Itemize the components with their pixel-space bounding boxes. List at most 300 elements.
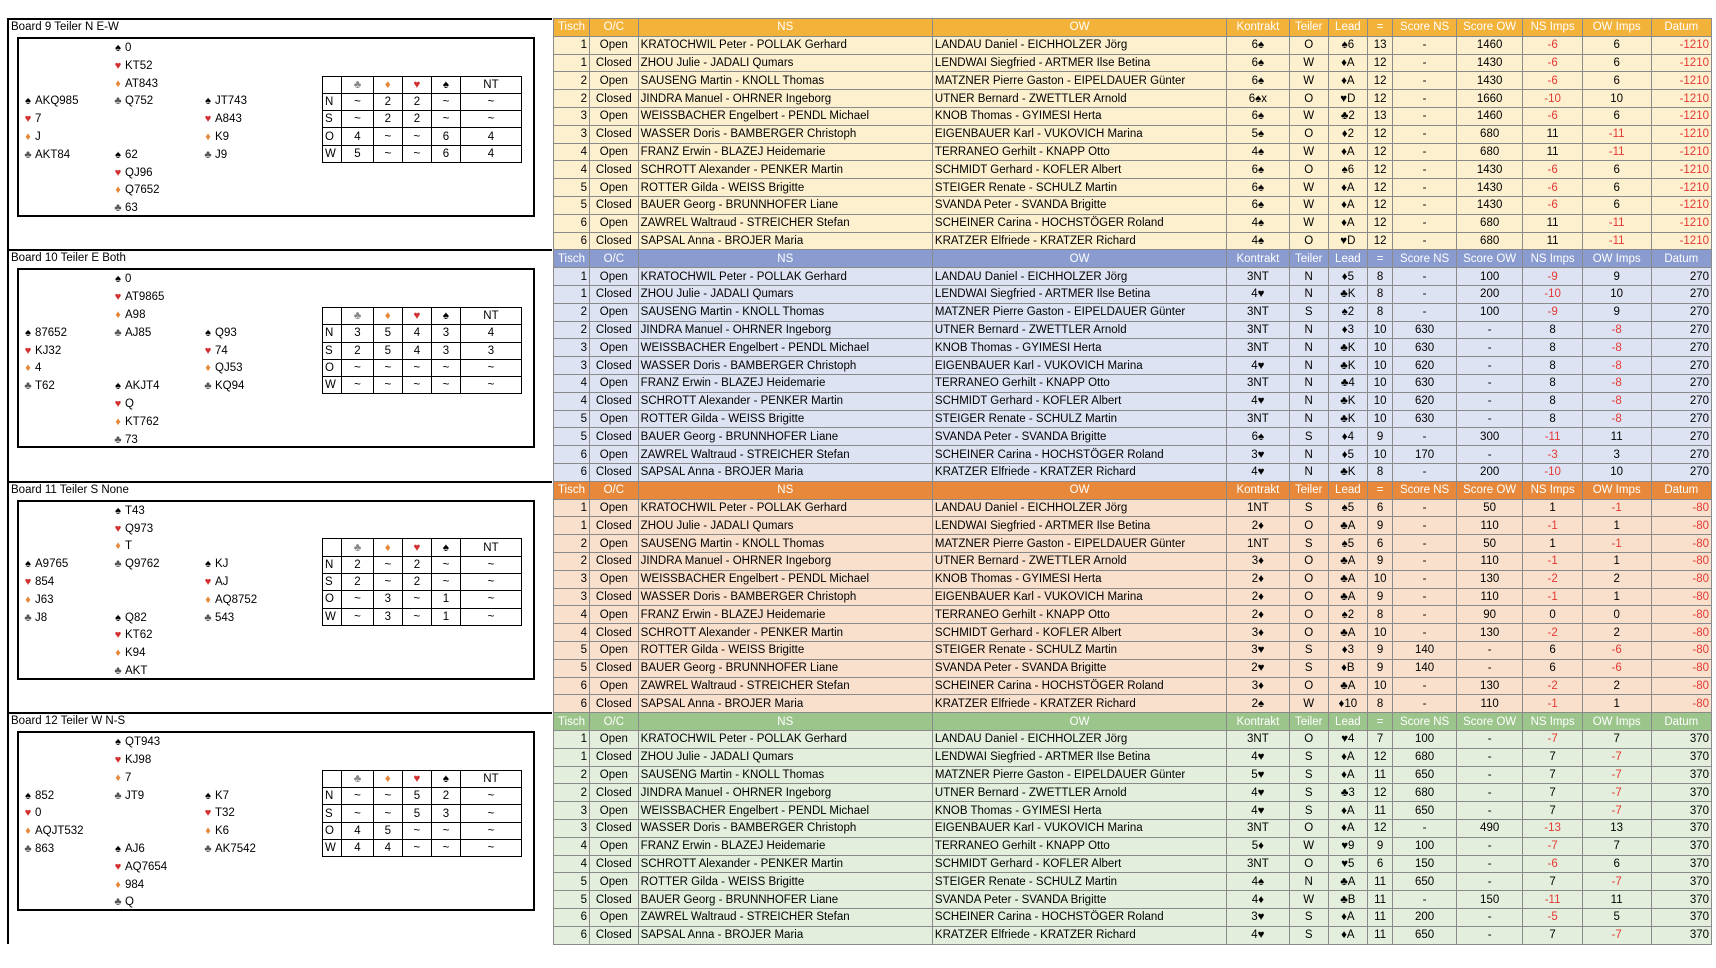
spade-icon: ♠ (25, 558, 31, 571)
column-header: Kontrakt (1227, 19, 1289, 37)
dd-cell: ~ (373, 128, 402, 145)
holding-text: A9765 (35, 558, 69, 571)
table-cell: 110 (1456, 695, 1523, 713)
table-cell: 370 (1651, 730, 1711, 748)
double-dummy-table (322, 538, 522, 625)
table-cell: ♣A (1328, 624, 1367, 642)
table-cell: O (1289, 624, 1328, 642)
dd-cell: O (323, 128, 342, 145)
table-cell: Open (589, 268, 638, 286)
table-row (554, 695, 1712, 713)
column-header: Datum (1651, 19, 1711, 37)
table-cell: 6 (1582, 196, 1651, 214)
table-cell: -11 (1582, 143, 1651, 161)
dd-corner (323, 307, 342, 324)
table-cell: 680 (1456, 125, 1523, 143)
table-row (554, 766, 1712, 784)
table-cell: 8 (1523, 374, 1582, 392)
table-cell: ♣K (1328, 339, 1367, 357)
holding-text: K7 (215, 789, 230, 802)
table-cell: KNOB Thomas - GYIMESI Herta (932, 107, 1226, 125)
board-12-diagram-block (7, 712, 552, 943)
west-d (21, 823, 84, 841)
table-cell: Closed (589, 926, 638, 944)
dd-cell: 2 (432, 788, 461, 805)
table-cell: 10 (1367, 339, 1392, 357)
table-cell: 4♥ (1227, 748, 1289, 766)
table-row (554, 499, 1712, 517)
double-dummy-table (322, 770, 522, 857)
heart-icon: ♥ (114, 166, 122, 179)
east-h (201, 574, 228, 592)
dd-cell: ~ (460, 805, 521, 822)
table-cell: KRATOCHWIL Peter - POLLAK Gerhard (638, 36, 932, 54)
table-cell: STEIGER Renate - SCHULZ Martin (932, 873, 1226, 891)
table-cell: SCHEINER Carina - HOCHSTÖGER Roland (932, 446, 1226, 464)
table-row (554, 855, 1712, 873)
holding-text: KJ (215, 558, 229, 571)
table-cell: 2 (554, 784, 590, 802)
holding-text: 73 (125, 433, 138, 446)
table-cell: 6 (554, 463, 590, 481)
table-row (554, 730, 1712, 748)
table-cell: Closed (589, 90, 638, 108)
table-cell: 9 (1367, 837, 1392, 855)
table-cell: 6♠ (1227, 196, 1289, 214)
table-row (554, 161, 1712, 179)
table-cell: S (1289, 748, 1328, 766)
column-header: Tisch (554, 481, 590, 499)
table-cell: 2♦ (1227, 588, 1289, 606)
table-cell: 1 (554, 285, 590, 303)
north-d (111, 538, 132, 556)
table-cell: 90 (1456, 606, 1523, 624)
table-cell: Closed (589, 463, 638, 481)
table-cell: W (1289, 891, 1328, 909)
table-cell: 12 (1367, 161, 1392, 179)
column-header: = (1367, 481, 1392, 499)
table-cell: 110 (1456, 552, 1523, 570)
table-cell: ♦A (1328, 802, 1367, 820)
table-cell: 4 (554, 855, 590, 873)
table-row (554, 784, 1712, 802)
table-cell: -7 (1582, 784, 1651, 802)
west-c (21, 841, 54, 859)
table-cell: - (1393, 695, 1457, 713)
spade-icon: ♠ (115, 273, 121, 286)
table-cell: 5 (554, 873, 590, 891)
table-cell: 270 (1651, 392, 1711, 410)
table-cell: 4♥ (1227, 392, 1289, 410)
table-cell: WEISSBACHER Engelbert - PENDL Michael (638, 802, 932, 820)
dd-header-cell: NT (460, 307, 521, 324)
club-icon: ♣ (204, 380, 212, 393)
column-header: O/C (589, 481, 638, 499)
table-cell: Closed (589, 54, 638, 72)
table-cell: - (1456, 873, 1523, 891)
table-cell: S (1289, 766, 1328, 784)
table-cell: -1210 (1651, 214, 1711, 232)
west-c (21, 610, 47, 628)
table-cell: 1430 (1456, 54, 1523, 72)
table-cell: 3♥ (1227, 446, 1289, 464)
east-d (201, 129, 229, 147)
table-cell: 4♥ (1227, 802, 1289, 820)
holding-text: 7 (35, 113, 42, 126)
table-cell: ♣K (1328, 463, 1367, 481)
dd-header-cell: ♠ (432, 770, 461, 787)
table-cell: 10 (1582, 463, 1651, 481)
table-cell: - (1456, 784, 1523, 802)
table-cell: 5 (554, 659, 590, 677)
table-cell: 6 (554, 677, 590, 695)
table-cell: 4 (554, 392, 590, 410)
table-cell: 2 (1582, 624, 1651, 642)
table-cell: - (1456, 641, 1523, 659)
dd-cell: 5 (402, 788, 431, 805)
spade-icon: ♠ (25, 326, 31, 339)
table-cell: 2 (1582, 570, 1651, 588)
dd-cell: N (323, 325, 342, 342)
dd-cell: 2 (373, 93, 402, 110)
table-cell: BAUER Georg - BRUNNHOFER Liane (638, 659, 932, 677)
table-cell: - (1393, 535, 1457, 553)
table-cell: 110 (1456, 588, 1523, 606)
table-cell: 7 (1523, 802, 1582, 820)
table-cell: ♣4 (1328, 374, 1367, 392)
dd-cell: ~ (460, 556, 521, 573)
table-cell: SCHROTT Alexander - PENKER Martin (638, 161, 932, 179)
table-cell: Closed (589, 891, 638, 909)
holding-text: J8 (35, 611, 48, 624)
table-cell: MATZNER Pierre Gaston - EIPELDAUER Günter (932, 303, 1226, 321)
south-h (111, 859, 167, 877)
table-row (554, 446, 1712, 464)
north-s (111, 40, 131, 58)
dd-cell: 2 (342, 573, 374, 590)
table-cell: 7 (1582, 730, 1651, 748)
holding-text: QJ53 (215, 362, 243, 375)
east-d (201, 592, 257, 610)
table-cell: -6 (1523, 161, 1582, 179)
west-s (21, 788, 54, 806)
dd-cell: 3 (432, 325, 461, 342)
holding-text: K9 (215, 131, 230, 143)
table-cell: Open (589, 410, 638, 428)
north-h (111, 289, 164, 307)
table-cell: -7 (1582, 802, 1651, 820)
dd-cell: ~ (402, 377, 431, 394)
results-table-board-9 (553, 18, 1712, 250)
table-cell: O (1289, 232, 1328, 250)
holding-text: 63 (125, 202, 138, 215)
table-cell: 11 (1582, 891, 1651, 909)
table-cell: -1210 (1651, 179, 1711, 197)
table-cell: 130 (1456, 677, 1523, 695)
holding-text: 87652 (35, 326, 67, 339)
table-cell: Closed (589, 819, 638, 837)
table-row (554, 303, 1712, 321)
table-cell: 11 (1367, 891, 1392, 909)
spade-icon: ♠ (115, 842, 121, 855)
table-cell: ♣K (1328, 357, 1367, 375)
east-c (201, 147, 227, 165)
table-cell: 2 (554, 90, 590, 108)
table-cell: 7 (1523, 748, 1582, 766)
south-s (111, 841, 145, 859)
table-cell: - (1393, 179, 1457, 197)
table-cell: -6 (1523, 72, 1582, 90)
table-cell: WASSER Doris - BAMBERGER Christoph (638, 588, 932, 606)
table-cell: Closed (589, 784, 638, 802)
table-cell: 1430 (1456, 179, 1523, 197)
dd-corner (323, 539, 342, 556)
table-cell: O (1289, 552, 1328, 570)
dd-cell: ~ (342, 805, 374, 822)
table-cell: 10 (1582, 285, 1651, 303)
dd-cell: 4 (342, 128, 374, 145)
table-cell: 1 (1582, 517, 1651, 535)
table-cell: W (1289, 54, 1328, 72)
table-cell: 270 (1651, 321, 1711, 339)
table-row (554, 873, 1712, 891)
holding-text: J (35, 131, 41, 143)
table-cell: Closed (589, 517, 638, 535)
table-cell: 9 (1367, 641, 1392, 659)
table-cell: -6 (1523, 36, 1582, 54)
table-cell: - (1456, 766, 1523, 784)
dd-cell: ~ (460, 111, 521, 128)
club-icon: ♣ (114, 95, 122, 108)
table-cell: EIGENBAUER Karl - VUKOVICH Marina (932, 125, 1226, 143)
table-cell: 200 (1456, 285, 1523, 303)
table-cell: 3NT (1227, 730, 1289, 748)
table-cell: -1 (1523, 517, 1582, 535)
table-cell: 680 (1393, 748, 1457, 766)
table-cell: FRANZ Erwin - BLAZEJ Heidemarie (638, 837, 932, 855)
column-header: OW (932, 19, 1226, 37)
table-cell: 270 (1651, 268, 1711, 286)
table-cell: WEISSBACHER Engelbert - PENDL Michael (638, 107, 932, 125)
column-header: = (1367, 713, 1392, 731)
table-cell: Open (589, 303, 638, 321)
column-header: Datum (1651, 713, 1711, 731)
table-cell: -7 (1523, 730, 1582, 748)
table-cell: 270 (1651, 428, 1711, 446)
table-row (554, 285, 1712, 303)
table-cell: 1460 (1456, 107, 1523, 125)
table-cell: 3 (554, 570, 590, 588)
diamond-icon: ♦ (205, 131, 211, 143)
table-cell: - (1456, 357, 1523, 375)
dd-cell: ~ (432, 377, 461, 394)
table-cell: TERRANEO Gerhilt - KNAPP Otto (932, 837, 1226, 855)
spade-icon: ♠ (115, 380, 121, 393)
dd-header-cell: ♦ (373, 539, 402, 556)
dd-cell: ~ (373, 805, 402, 822)
table-cell: -6 (1582, 641, 1651, 659)
club-icon: ♣ (114, 558, 122, 571)
table-cell: N (1289, 873, 1328, 891)
table-cell: 370 (1651, 766, 1711, 784)
table-cell: 110 (1456, 517, 1523, 535)
table-cell: Closed (589, 624, 638, 642)
table-cell: 6 (554, 695, 590, 713)
table-cell: 6♠ (1227, 161, 1289, 179)
table-cell: ♥4 (1328, 730, 1367, 748)
table-cell: - (1393, 72, 1457, 90)
dd-cell: 2 (402, 111, 431, 128)
table-cell: -10 (1523, 463, 1582, 481)
holding-text: Q (125, 896, 134, 909)
table-cell: O (1289, 125, 1328, 143)
table-cell: ♣2 (1328, 107, 1367, 125)
column-header: Score OW (1456, 713, 1523, 731)
table-cell: 13 (1367, 36, 1392, 54)
table-cell: WEISSBACHER Engelbert - PENDL Michael (638, 339, 932, 357)
table-row (554, 90, 1712, 108)
table-cell: -1 (1582, 535, 1651, 553)
south-d (111, 414, 159, 432)
column-header: Score NS (1393, 250, 1457, 268)
south-d (111, 182, 160, 200)
table-row (554, 552, 1712, 570)
south-c (111, 432, 138, 450)
table-cell: 650 (1393, 926, 1457, 944)
holding-text: 854 (35, 575, 55, 588)
table-cell: 8 (1367, 606, 1392, 624)
dd-cell: ~ (460, 573, 521, 590)
north-c (111, 788, 144, 806)
table-cell: 4♥ (1227, 357, 1289, 375)
dd-cell: 4 (402, 342, 431, 359)
table-cell: 370 (1651, 837, 1711, 855)
east-c (201, 841, 256, 859)
club-icon: ♣ (24, 842, 32, 855)
table-cell: 1430 (1456, 196, 1523, 214)
table-cell: LENDWAI Siegfried - ARTMER Ilse Betina (932, 54, 1226, 72)
dd-cell: 3 (342, 325, 374, 342)
dd-cell: ~ (432, 111, 461, 128)
column-header: NS (638, 481, 932, 499)
dd-cell: ~ (342, 788, 374, 805)
dd-cell: N (323, 556, 342, 573)
table-cell: W (1289, 72, 1328, 90)
table-cell: LENDWAI Siegfried - ARTMER Ilse Betina (932, 748, 1226, 766)
table-cell: -11 (1582, 125, 1651, 143)
table-cell: -80 (1651, 552, 1711, 570)
table-cell: 3 (1582, 446, 1651, 464)
table-cell: Open (589, 837, 638, 855)
west-h (21, 111, 41, 129)
table-cell: -1210 (1651, 90, 1711, 108)
north-d (111, 770, 131, 788)
table-cell: 11 (1367, 873, 1392, 891)
table-cell: Closed (589, 855, 638, 873)
table-cell: 1 (554, 268, 590, 286)
table-cell: Closed (589, 695, 638, 713)
holding-text: KJ32 (35, 344, 62, 357)
table-row (554, 410, 1712, 428)
table-cell: 5♥ (1227, 766, 1289, 784)
table-cell: 3NT (1227, 303, 1289, 321)
table-cell: 12 (1367, 232, 1392, 250)
table-cell: Open (589, 499, 638, 517)
table-cell: -8 (1582, 339, 1651, 357)
north-h (111, 521, 153, 539)
table-cell: -7 (1523, 837, 1582, 855)
table-cell: 9 (1367, 659, 1392, 677)
table-cell: - (1393, 125, 1457, 143)
holding-text: AT843 (125, 77, 159, 90)
table-cell: 12 (1367, 54, 1392, 72)
table-cell: WEISSBACHER Engelbert - PENDL Michael (638, 570, 932, 588)
table-cell: 9 (1582, 268, 1651, 286)
heart-icon: ♥ (204, 575, 212, 588)
table-cell: -6 (1523, 855, 1582, 873)
heart-icon: ♥ (24, 807, 32, 820)
dd-cell: O (323, 359, 342, 376)
dd-cell: ~ (373, 377, 402, 394)
dd-cell: ~ (432, 822, 461, 839)
table-cell: W (1289, 196, 1328, 214)
table-cell: FRANZ Erwin - BLAZEJ Heidemarie (638, 374, 932, 392)
dd-cell: ~ (342, 591, 374, 608)
table-cell: 4 (554, 374, 590, 392)
dd-cell: ~ (373, 359, 402, 376)
table-cell: 5 (554, 891, 590, 909)
south-c (111, 894, 134, 912)
table-cell: ♠2 (1328, 303, 1367, 321)
dd-cell: ~ (460, 591, 521, 608)
table-cell: 8 (1367, 303, 1392, 321)
table-cell: Open (589, 179, 638, 197)
table-cell: JINDRA Manuel - OHRNER Ingeborg (638, 321, 932, 339)
table-cell: ♦A (1328, 766, 1367, 784)
dd-cell: ~ (460, 377, 521, 394)
table-cell: Open (589, 72, 638, 90)
table-cell: 2 (554, 535, 590, 553)
table-cell: 1 (554, 36, 590, 54)
holding-text: A843 (215, 113, 242, 126)
table-cell: 2 (554, 552, 590, 570)
table-cell: 11 (1367, 766, 1392, 784)
table-row (554, 179, 1712, 197)
column-header: OW Imps (1582, 713, 1651, 731)
dd-cell: 4 (460, 325, 521, 342)
table-cell: - (1393, 214, 1457, 232)
table-cell: JINDRA Manuel - OHRNER Ingeborg (638, 90, 932, 108)
table-cell: - (1456, 374, 1523, 392)
table-cell: 12 (1367, 72, 1392, 90)
table-row (554, 321, 1712, 339)
table-cell: Open (589, 873, 638, 891)
table-cell: 270 (1651, 446, 1711, 464)
table-cell: SCHMIDT Gerhard - KOFLER Albert (932, 392, 1226, 410)
table-cell: 6 (1582, 72, 1651, 90)
dd-header-cell: ♠ (432, 76, 461, 93)
table-row (554, 891, 1712, 909)
dd-cell: 4 (460, 145, 521, 162)
table-cell: Closed (589, 659, 638, 677)
table-cell: ♦3 (1328, 641, 1367, 659)
table-row (554, 819, 1712, 837)
table-cell: 6 (1367, 855, 1392, 873)
table-cell: 10 (1367, 570, 1392, 588)
holding-text: KT762 (125, 415, 159, 428)
table-cell: -1210 (1651, 232, 1711, 250)
table-row (554, 72, 1712, 90)
